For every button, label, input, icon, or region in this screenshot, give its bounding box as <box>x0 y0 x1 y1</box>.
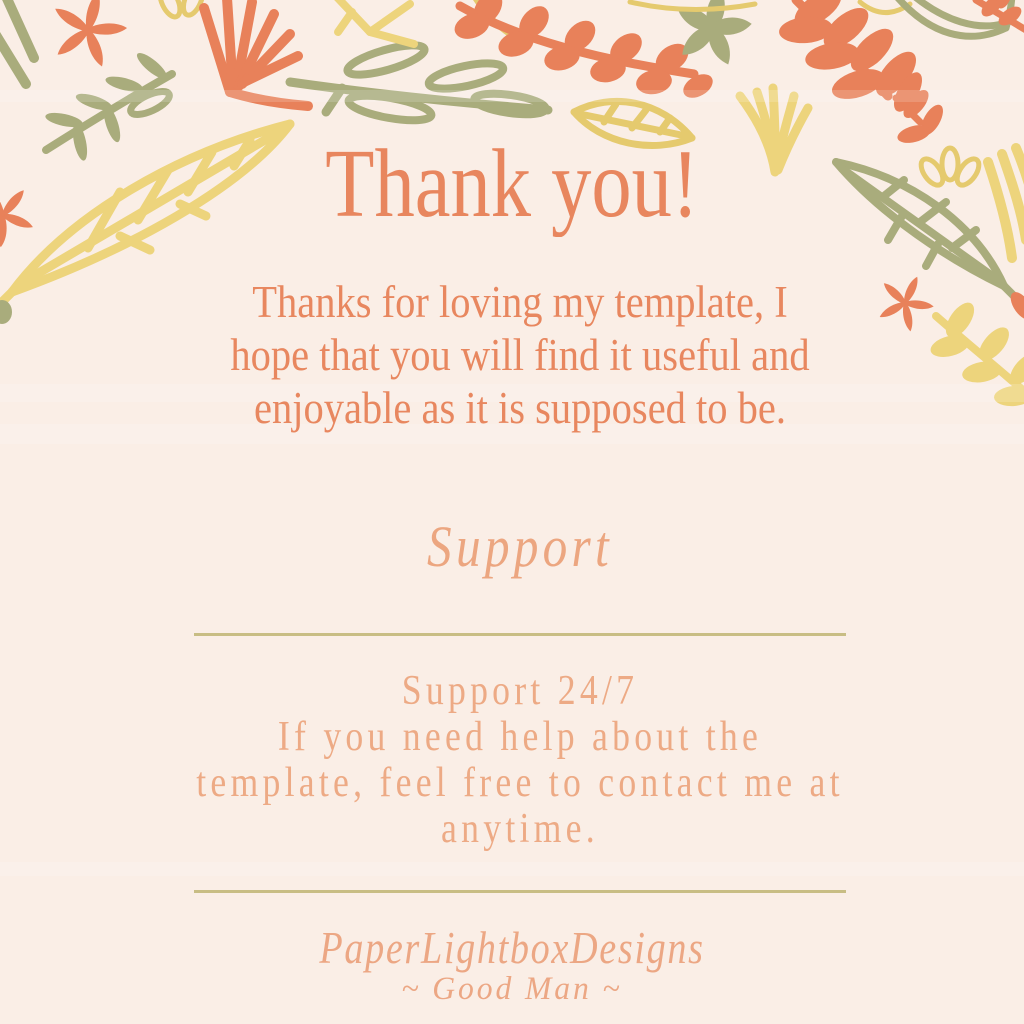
support-paragraph <box>92 668 949 852</box>
support-line-4: anytime. <box>441 806 599 852</box>
yellow-twig <box>334 0 414 44</box>
signature: ~ Good Man ~ <box>401 971 623 1007</box>
yellow-outline-flower <box>156 0 206 20</box>
intro-line-3: enjoyable as it is supposed to be. <box>253 383 787 433</box>
support-line-2: If you need help about the <box>277 714 763 760</box>
intro-paragraph <box>66 276 973 435</box>
orange-edge-flower <box>0 170 48 258</box>
olive-edge-dot <box>0 300 12 324</box>
intro-line-1: Thanks for loving my template, I <box>252 277 788 327</box>
orange-fan-leaf <box>204 0 308 106</box>
brand-name: PaperLightboxDesigns <box>319 922 705 973</box>
orange-star-flower <box>41 0 135 74</box>
support-heading: Support <box>427 514 613 579</box>
support-line-3: template, feel free to contact me at <box>196 760 844 806</box>
divider-bottom <box>194 890 846 893</box>
yellow-edge-grass <box>988 148 1024 258</box>
page-title: Thank you! <box>325 130 699 237</box>
olive-corner-twigs <box>0 0 34 84</box>
yellow-top-arcs <box>630 2 910 13</box>
footer <box>0 922 1024 1007</box>
intro-line-2: hope that you will find it useful and <box>230 330 810 380</box>
divider-top <box>194 633 846 636</box>
support-line-1: Support 24/7 <box>401 668 639 714</box>
orange-leaf-sprig <box>451 0 717 103</box>
background-stripe <box>0 862 1024 876</box>
